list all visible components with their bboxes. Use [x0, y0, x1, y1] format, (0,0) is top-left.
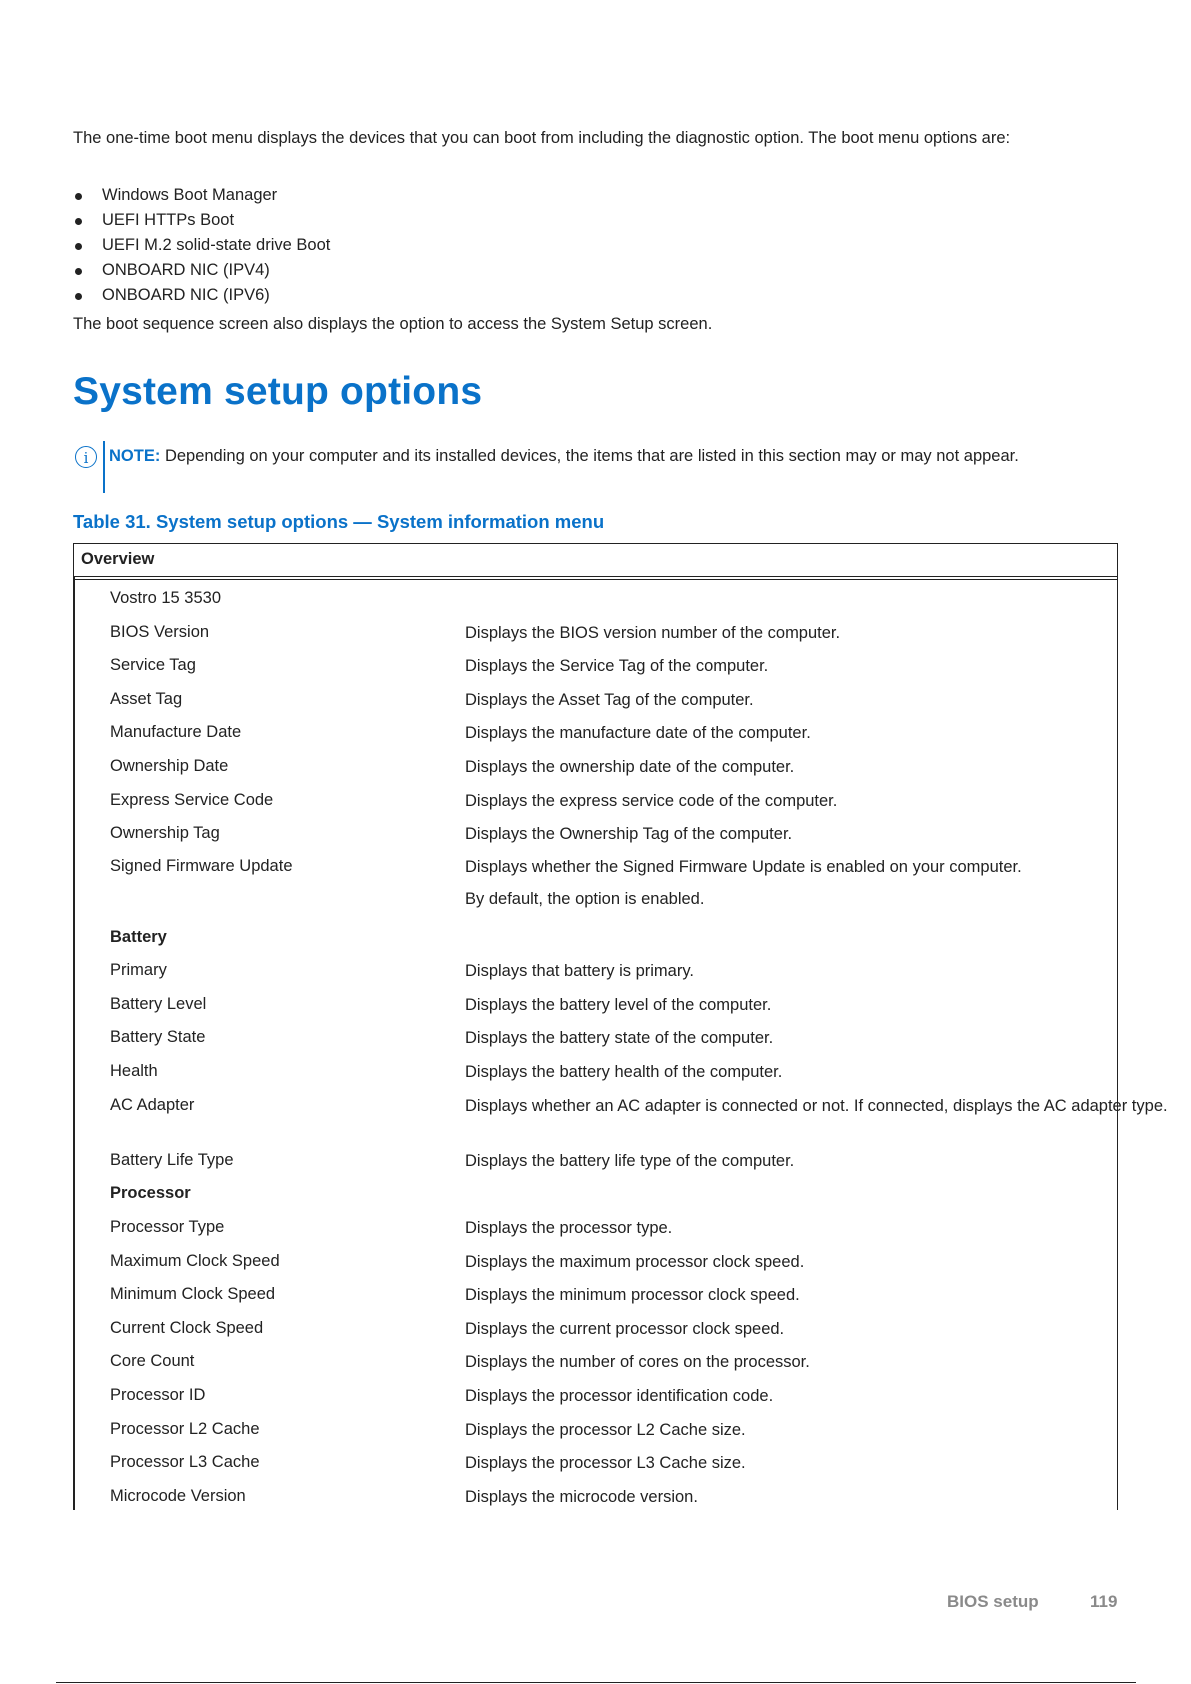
intro-paragraph: The one-time boot menu displays the devices that you can boot from including the diagnostic option. The boot menu options are: — [73, 129, 1011, 147]
header-divider — [73, 579, 1118, 580]
footer-section-title: BIOS setup — [947, 1592, 1039, 1611]
page-number: 119 — [1090, 1592, 1118, 1611]
bullet-icon — [75, 293, 82, 300]
info-icon: i — [75, 446, 97, 468]
table-header-label: Overview — [81, 550, 155, 568]
list-item: UEFI M.2 solid-state drive Boot — [73, 233, 330, 258]
bullet-icon — [75, 193, 82, 200]
list-item: Windows Boot Manager — [73, 183, 330, 208]
bullet-icon — [75, 268, 82, 275]
system-info-table: Overview Vostro 15 3530 BIOS Version Displays the BIOS version number of the computer. Service Tag Displays the Service Tag of the computer. Asset Tag Displays the Asset Tag of the computer. Manufacture Date Displays the manufacture date of the computer. Ownership Date Displays the ownership date of the computer. Express Service Code Displays the express service code of the computer. Ownership Tag Displays the Ownership Tag of the computer. Signed Firmware Update Displays whether the Signed Firmware Update is enabled on your computer. By default, the option is enabled. Battery Primary Displays that battery is primary. Battery Level Displays the battery level of the computer. Battery State Displays the battery state of the computer. Health Displays the battery health of the computer. AC Adapter Displays whether an AC adapter is connected or not. If connected, displays the AC adapter type. Battery Life Type Displays the battery life type of the computer. Processor Processor Type Displays the processor type. Maximum Clock Speed Displays the maximum processor clock speed. Minimum Clock Speed Displays the minimum processor clock speed. Current Clock Speed Displays the current processor clock speed. Core Count Displays the number of cores on the processor. Processor ID Displays the processor identification code. Processor L2 Cache Displays the processor L2 Cache size. Processor L3 Cache Displays the processor L3 Cache size. Microcode Version Displays the microcode version. — [73, 543, 1118, 1510]
list-item: UEFI HTTPs Boot — [73, 208, 330, 233]
table-header — [73, 543, 1118, 577]
note-body: Depending on your computer and its installed devices, the items that are listed in this section may or may not appear. — [164, 447, 1019, 465]
boot-sequence-paragraph: The boot sequence screen also displays the option to access the System Setup screen. — [73, 315, 713, 333]
bottom-rule — [56, 1682, 1136, 1683]
list-item: ONBOARD NIC (IPV4) — [73, 258, 330, 283]
table-caption: Table 31. System setup options — System information menu — [73, 511, 605, 532]
note-callout — [73, 441, 1113, 495]
bullet-icon — [75, 218, 82, 225]
table-left-border — [73, 577, 75, 1510]
boot-options-list — [73, 183, 330, 308]
note-label: NOTE: — [109, 447, 161, 465]
note-text — [109, 443, 1099, 469]
section-title: System setup options — [73, 370, 483, 413]
bullet-icon — [75, 243, 82, 250]
note-divider — [103, 441, 105, 493]
list-item: ONBOARD NIC (IPV6) — [73, 283, 330, 308]
